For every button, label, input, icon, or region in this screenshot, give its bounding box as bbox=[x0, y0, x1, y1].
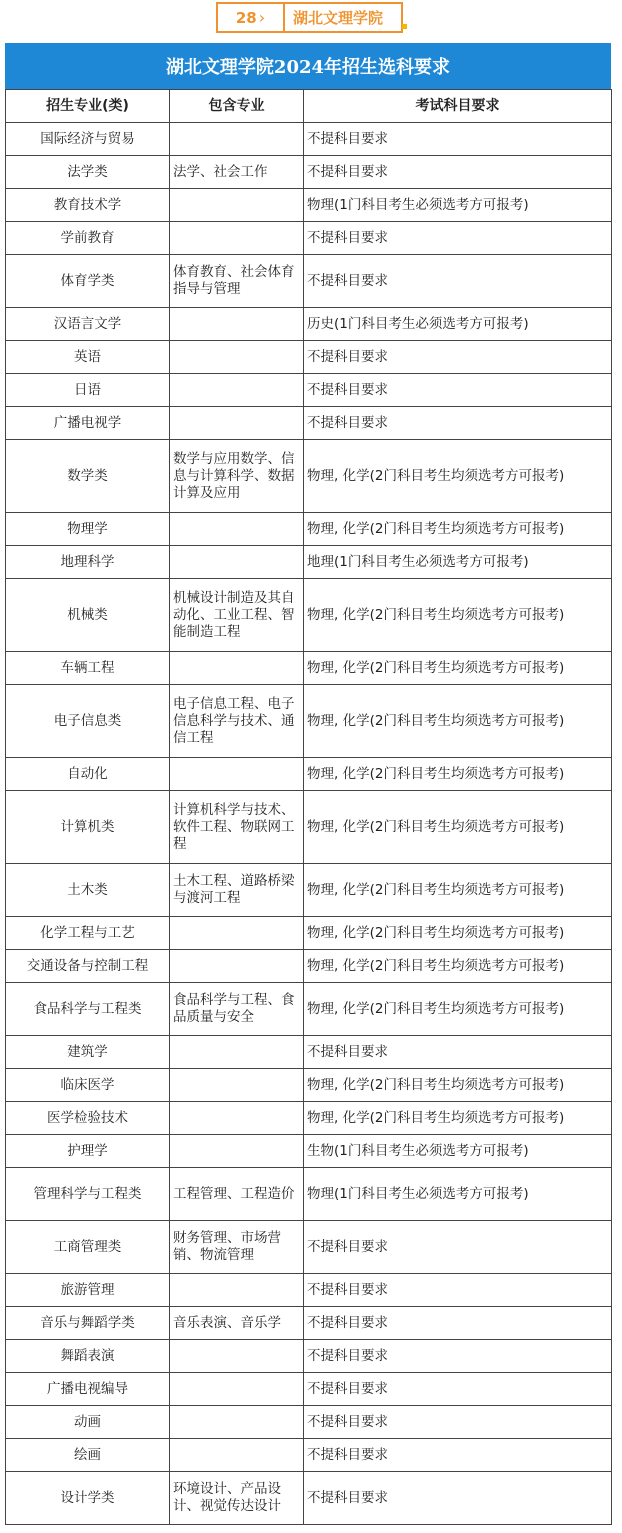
cell-major: 地理科学 bbox=[6, 546, 170, 579]
cell-requirement: 物理, 化学(2门科目考生均须选考方可报考) bbox=[304, 685, 612, 758]
table-row bbox=[6, 123, 612, 156]
cell-requirement: 不提科目要求 bbox=[304, 1221, 612, 1274]
table-row bbox=[6, 341, 612, 374]
cell-major: 物理学 bbox=[6, 513, 170, 546]
cell-requirement: 物理, 化学(2门科目考生均须选考方可报考) bbox=[304, 791, 612, 864]
cell-major: 电子信息类 bbox=[6, 685, 170, 758]
cell-requirement: 物理, 化学(2门科目考生均须选考方可报考) bbox=[304, 864, 612, 917]
table-row bbox=[6, 1439, 612, 1472]
table-row bbox=[6, 255, 612, 308]
table-row bbox=[6, 685, 612, 758]
cell-major: 车辆工程 bbox=[6, 652, 170, 685]
cell-requirement: 不提科目要求 bbox=[304, 1340, 612, 1373]
cell-included bbox=[170, 374, 304, 407]
cell-included bbox=[170, 1135, 304, 1168]
cell-requirement: 物理, 化学(2门科目考生均须选考方可报考) bbox=[304, 652, 612, 685]
cell-major: 护理学 bbox=[6, 1135, 170, 1168]
cell-major: 临床医学 bbox=[6, 1069, 170, 1102]
cell-major: 交通设备与控制工程 bbox=[6, 950, 170, 983]
cell-included bbox=[170, 1373, 304, 1406]
cell-major: 广播电视编导 bbox=[6, 1373, 170, 1406]
table-row bbox=[6, 1102, 612, 1135]
cell-major: 舞蹈表演 bbox=[6, 1340, 170, 1373]
cell-major: 汉语言文学 bbox=[6, 308, 170, 341]
cell-major: 管理科学与工程类 bbox=[6, 1168, 170, 1221]
table-row bbox=[6, 513, 612, 546]
cell-included bbox=[170, 308, 304, 341]
cell-requirement: 物理, 化学(2门科目考生均须选考方可报考) bbox=[304, 758, 612, 791]
table-row bbox=[6, 1307, 612, 1340]
cell-major: 旅游管理 bbox=[6, 1274, 170, 1307]
table-row bbox=[6, 407, 612, 440]
table-row bbox=[6, 917, 612, 950]
cell-major: 计算机类 bbox=[6, 791, 170, 864]
table-row bbox=[6, 579, 612, 652]
cell-requirement: 不提科目要求 bbox=[304, 156, 612, 189]
cell-requirement: 不提科目要求 bbox=[304, 1406, 612, 1439]
cell-requirement: 物理, 化学(2门科目考生均须选考方可报考) bbox=[304, 917, 612, 950]
cell-requirement: 不提科目要求 bbox=[304, 1307, 612, 1340]
header-major: 招生专业(类) bbox=[6, 90, 170, 123]
cell-major: 国际经济与贸易 bbox=[6, 123, 170, 156]
cell-major: 医学检验技术 bbox=[6, 1102, 170, 1135]
table-row bbox=[6, 1340, 612, 1373]
cell-included: 体育教育、社会体育指导与管理 bbox=[170, 255, 304, 308]
cell-major: 机械类 bbox=[6, 579, 170, 652]
cell-included bbox=[170, 341, 304, 374]
table-row bbox=[6, 950, 612, 983]
cell-included bbox=[170, 758, 304, 791]
cell-included bbox=[170, 1036, 304, 1069]
table-row bbox=[6, 864, 612, 917]
table-row bbox=[6, 758, 612, 791]
cell-included bbox=[170, 1069, 304, 1102]
table-row bbox=[6, 1274, 612, 1307]
page-number-box bbox=[216, 2, 283, 33]
cell-included: 电子信息工程、电子信息科学与技术、通信工程 bbox=[170, 685, 304, 758]
cell-included: 工程管理、工程造价 bbox=[170, 1168, 304, 1221]
cell-included: 环境设计、产品设计、视觉传达设计 bbox=[170, 1472, 304, 1525]
table-row bbox=[6, 1135, 612, 1168]
cell-included bbox=[170, 222, 304, 255]
cell-included bbox=[170, 652, 304, 685]
cell-included: 计算机科学与技术、软件工程、物联网工程 bbox=[170, 791, 304, 864]
cell-requirement: 生物(1门科目考生必须选考方可报考) bbox=[304, 1135, 612, 1168]
cell-requirement: 物理, 化学(2门科目考生均须选考方可报考) bbox=[304, 1102, 612, 1135]
cell-included: 机械设计制造及其自动化、工业工程、智能制造工程 bbox=[170, 579, 304, 652]
cell-requirement: 不提科目要求 bbox=[304, 1439, 612, 1472]
cell-included bbox=[170, 546, 304, 579]
cell-included: 食品科学与工程、食品质量与安全 bbox=[170, 983, 304, 1036]
table-row bbox=[6, 983, 612, 1036]
cell-included bbox=[170, 917, 304, 950]
cell-included bbox=[170, 123, 304, 156]
requirements-table bbox=[5, 89, 612, 1525]
cell-requirement: 物理, 化学(2门科目考生均须选考方可报考) bbox=[304, 513, 612, 546]
table-row bbox=[6, 791, 612, 864]
cell-requirement: 物理(1门科目考生必须选考方可报考) bbox=[304, 189, 612, 222]
cell-major: 绘画 bbox=[6, 1439, 170, 1472]
cell-included bbox=[170, 189, 304, 222]
cell-requirement: 不提科目要求 bbox=[304, 1274, 612, 1307]
table-row bbox=[6, 308, 612, 341]
table-row bbox=[6, 1069, 612, 1102]
table-row bbox=[6, 222, 612, 255]
cell-included: 数学与应用数学、信息与计算科学、数据计算及应用 bbox=[170, 440, 304, 513]
header-included: 包含专业 bbox=[170, 90, 304, 123]
cell-requirement: 物理(1门科目考生必须选考方可报考) bbox=[304, 1168, 612, 1221]
table-row bbox=[6, 652, 612, 685]
cell-included bbox=[170, 513, 304, 546]
cell-included bbox=[170, 950, 304, 983]
table-row bbox=[6, 156, 612, 189]
chevron-right-icon: › bbox=[258, 8, 266, 27]
table-title: 湖北文理学院2024年招生选科要求 bbox=[5, 43, 611, 89]
cell-major: 土木类 bbox=[6, 864, 170, 917]
cell-requirement: 不提科目要求 bbox=[304, 1373, 612, 1406]
cell-included bbox=[170, 1274, 304, 1307]
cell-major: 化学工程与工艺 bbox=[6, 917, 170, 950]
table-row bbox=[6, 1221, 612, 1274]
cell-requirement: 物理, 化学(2门科目考生均须选考方可报考) bbox=[304, 950, 612, 983]
table-row bbox=[6, 1168, 612, 1221]
cell-requirement: 不提科目要求 bbox=[304, 1036, 612, 1069]
table-row bbox=[6, 1036, 612, 1069]
header-requirement: 考试科目要求 bbox=[304, 90, 612, 123]
cell-major: 工商管理类 bbox=[6, 1221, 170, 1274]
page-header-tag bbox=[216, 2, 403, 33]
school-name: 湖北文理学院 bbox=[293, 9, 384, 27]
cell-included bbox=[170, 1406, 304, 1439]
cell-requirement: 不提科目要求 bbox=[304, 407, 612, 440]
cell-major: 数学类 bbox=[6, 440, 170, 513]
cell-major: 设计学类 bbox=[6, 1472, 170, 1525]
cell-requirement: 地理(1门科目考生必须选考方可报考) bbox=[304, 546, 612, 579]
cell-requirement: 不提科目要求 bbox=[304, 255, 612, 308]
cell-requirement: 物理, 化学(2门科目考生均须选考方可报考) bbox=[304, 983, 612, 1036]
cell-included bbox=[170, 1340, 304, 1373]
table-row bbox=[6, 189, 612, 222]
cell-major: 体育学类 bbox=[6, 255, 170, 308]
requirements-table-wrapper bbox=[5, 43, 611, 1525]
cell-included: 土木工程、道路桥梁与渡河工程 bbox=[170, 864, 304, 917]
cell-major: 音乐与舞蹈学类 bbox=[6, 1307, 170, 1340]
cell-major: 法学类 bbox=[6, 156, 170, 189]
cell-requirement: 不提科目要求 bbox=[304, 222, 612, 255]
cell-major: 教育技术学 bbox=[6, 189, 170, 222]
table-row bbox=[6, 440, 612, 513]
table-row bbox=[6, 1472, 612, 1525]
school-name-box bbox=[283, 2, 403, 33]
table-header-row bbox=[6, 90, 612, 123]
cell-major: 动画 bbox=[6, 1406, 170, 1439]
cell-requirement: 不提科目要求 bbox=[304, 123, 612, 156]
cell-included: 音乐表演、音乐学 bbox=[170, 1307, 304, 1340]
cell-major: 食品科学与工程类 bbox=[6, 983, 170, 1036]
cell-major: 建筑学 bbox=[6, 1036, 170, 1069]
cell-included: 法学、社会工作 bbox=[170, 156, 304, 189]
table-row bbox=[6, 374, 612, 407]
cell-requirement: 物理, 化学(2门科目考生均须选考方可报考) bbox=[304, 440, 612, 513]
cell-included bbox=[170, 407, 304, 440]
decor-dot bbox=[402, 24, 407, 29]
cell-included: 财务管理、市场营销、物流管理 bbox=[170, 1221, 304, 1274]
cell-requirement: 不提科目要求 bbox=[304, 374, 612, 407]
cell-major: 英语 bbox=[6, 341, 170, 374]
cell-requirement: 不提科目要求 bbox=[304, 341, 612, 374]
cell-major: 广播电视学 bbox=[6, 407, 170, 440]
table-row bbox=[6, 1373, 612, 1406]
page-number: 28 bbox=[235, 8, 257, 27]
cell-requirement: 物理, 化学(2门科目考生均须选考方可报考) bbox=[304, 579, 612, 652]
cell-requirement: 历史(1门科目考生必须选考方可报考) bbox=[304, 308, 612, 341]
cell-major: 日语 bbox=[6, 374, 170, 407]
cell-included bbox=[170, 1439, 304, 1472]
cell-major: 学前教育 bbox=[6, 222, 170, 255]
cell-major: 自动化 bbox=[6, 758, 170, 791]
cell-requirement: 物理, 化学(2门科目考生均须选考方可报考) bbox=[304, 1069, 612, 1102]
cell-included bbox=[170, 1102, 304, 1135]
table-row bbox=[6, 546, 612, 579]
cell-requirement: 不提科目要求 bbox=[304, 1472, 612, 1525]
table-row bbox=[6, 1406, 612, 1439]
